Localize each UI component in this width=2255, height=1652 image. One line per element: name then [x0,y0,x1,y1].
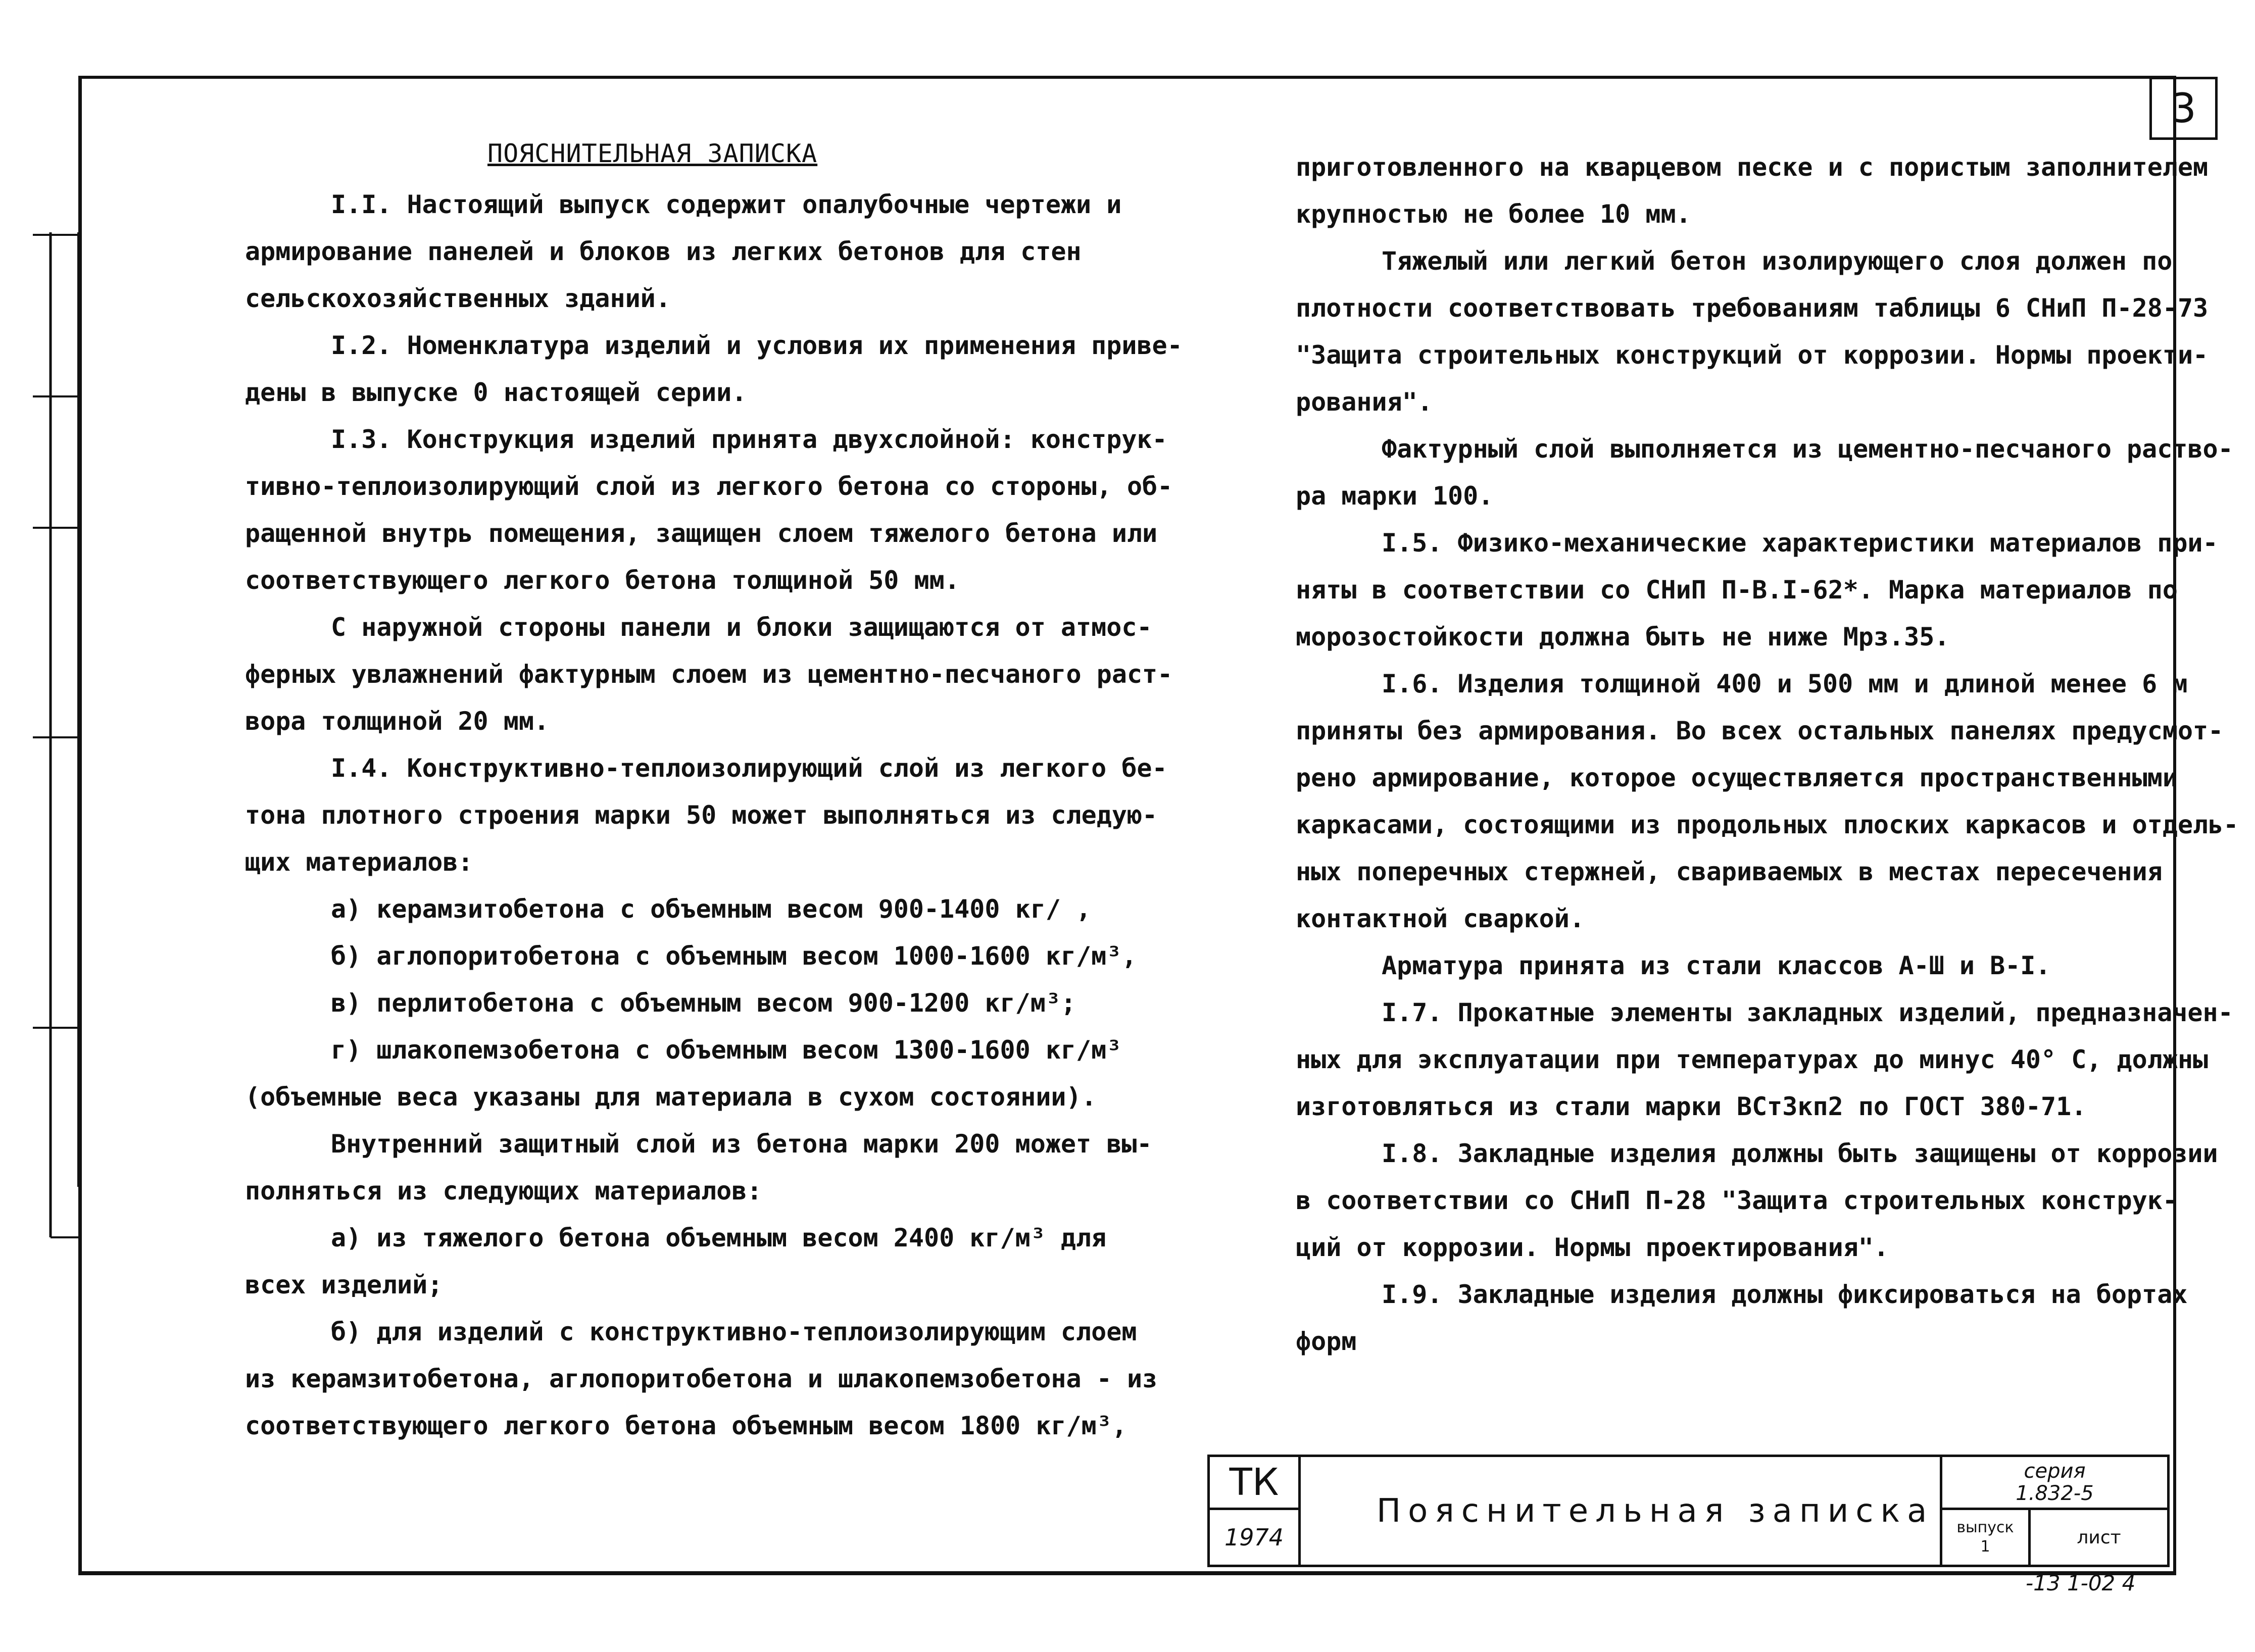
left-text-line: в) перлитобетона с объемным весом 900-1200 кг/м³; [331,988,1076,1018]
left-text-line: а) керамзитобетона с объемным весом 900-1400 кг/ , [331,894,1092,924]
left-text-line: I.2. Номенклатура изделий и условия их применения приве- [331,331,1183,360]
right-text-line: няты в соответствии со СНиП П-В.I-62*. Марка материалов по [1296,575,2178,605]
left-text-line: соответствующего легкого бетона объемным весом 1800 кг/м³, [245,1411,1127,1440]
right-text-line: контактной сваркой. [1296,904,1585,933]
left-text-column [245,130,1183,1449]
left-text-line: армирование панелей и блоков из легких бетонов для стен [245,237,1082,266]
left-text-line: тона плотного строения марки 50 может выполняться из следую- [245,800,1158,830]
right-text-line: ций от коррозии. Нормы проектирования". [1296,1233,1889,1262]
left-text-line: I.I. Настоящий выпуск содержит опалубочные чертежи и [331,190,1122,219]
right-text-line: рено армирование, которое осуществляется пространственными [1296,763,2178,792]
stamp-sheet: лист [2028,1508,2170,1567]
left-text-line: б) для изделий с конструктивно-теплоизолирующим слоем [331,1317,1137,1346]
right-text-line: Арматура принята из стали классов А-Ш и В-I. [1382,951,2051,980]
right-text-line: I.9. Закладные изделия должны фиксироваться на бортах [1382,1280,2188,1309]
right-text-line: I.6. Изделия толщиной 400 и 500 мм и длиной менее 6 м [1382,669,2188,698]
left-text-line: соответствующего легкого бетона толщиной 50 мм. [245,566,960,595]
stamp-series [1940,1455,2170,1510]
stamp-series-label: серия [2024,1460,2086,1483]
right-text-column [1296,144,2239,1365]
right-text-line: каркасами, состоящими из продольных плоских каркасов и отдель- [1296,810,2239,839]
stamp-org: ТК [1207,1455,1301,1510]
title-block-stamp [1207,1455,2167,1568]
right-text-line: морозостойкости должна быть не ниже Мрз.35. [1296,622,1950,652]
right-text-line: I.5. Физико-механические характеристики материалов при- [1382,528,2218,558]
right-text-line: ных для эксплуатации при температурах до минус 40° С, должны [1296,1045,2209,1074]
left-text-line: щих материалов: [245,847,473,877]
stamp-issue-value: 1 [1980,1538,1990,1556]
stamp-issue [1940,1508,2031,1567]
right-text-line: плотности соответствовать требованиям таблицы 6 СНиП П-28-73 [1296,293,2209,323]
stamp-title: Пояснительная записка [1298,1455,1942,1567]
right-text-line: форм [1296,1327,1357,1356]
right-text-line: Тяжелый или легкий бетон изолирующего слоя должен по [1382,246,2173,276]
left-text-line: ферных увлажнений фактурным слоем из цементно-песчаного раст- [245,660,1173,689]
left-text-line: тивно-теплоизолирующий слой из легкого бетона со стороны, об- [245,472,1173,501]
stamp-issue-label: выпуск [1956,1519,2014,1536]
right-text-line: ных поперечных стержней, свариваемых в местах пересечения [1296,857,2163,886]
left-text-line: а) из тяжелого бетона объемным весом 2400 кг/м³ для [331,1223,1107,1253]
right-text-line: в соответствии со СНиП П-28 "Защита строительных конструк- [1296,1186,2178,1215]
left-text-line: г) шлакопемзобетона с объемным весом 1300-1600 кг/м³ [331,1035,1122,1065]
left-text-line: дены в выпуске 0 настоящей серии. [245,378,747,407]
right-text-line: I.7. Прокатные элементы закладных изделий, предназначен- [1382,998,2233,1027]
left-text-line: I.3. Конструкция изделий принята двухслойной: конструк- [331,425,1167,454]
stamp-year: 1974 [1207,1508,1301,1567]
left-text-line: вора толщиной 20 мм. [245,707,550,736]
binding-margin-marks [30,232,81,1242]
right-text-line: рования". [1296,387,1433,417]
right-text-line: I.8. Закладные изделия должны быть защищены от коррозии [1382,1139,2218,1168]
left-text-line: Внутренний защитный слой из бетона марки 200 может вы- [331,1129,1152,1159]
right-text-line: приняты без армирования. Во всех остальных панелях предусмот- [1296,716,2224,745]
left-text-line: С наружной стороны панели и блоки защищаются от атмос- [331,613,1152,642]
right-text-line: ра марки 100. [1296,481,1494,511]
document-code: -13 1-02 4 [2026,1571,2136,1595]
right-text-line: Фактурный слой выполняется из цементно-песчаного раство- [1382,434,2233,464]
sheet-number: 3 [2149,77,2218,140]
left-text-line: сельскохозяйственных зданий. [245,284,671,313]
left-text-line: I.4. Конструктивно-теплоизолирующий слой из легкого бе- [331,754,1167,783]
left-text-line: б) аглопоритобетона с объемным весом 1000-1600 кг/м³, [331,941,1137,971]
left-text-line: всех изделий; [245,1270,443,1299]
right-text-line: "Защита строительных конструкций от коррозии. Нормы проекти- [1296,340,2209,370]
right-text-line: приготовленного на кварцевом песке и с пористым заполнителем [1296,153,2209,182]
right-text-line: крупностью не более 10 мм. [1296,199,1691,229]
left-text-line: полняться из следующих материалов: [245,1176,762,1206]
stamp-series-value: 1.832-5 [2016,1482,2094,1505]
left-text-line: ращенной внутрь помещения, защищен слоем тяжелого бетона или [245,519,1158,548]
document-title: ПОЯСНИТЕЛЬНАЯ ЗАПИСКА [487,139,818,168]
left-text-line: (объемные веса указаны для материала в сухом состоянии). [245,1082,1097,1112]
left-text-line: из керамзитобетона, аглопоритобетона и шлакопемзобетона - из [245,1364,1158,1393]
right-text-line: изготовляться из стали марки ВСт3кп2 по ГОСТ 380-71. [1296,1092,2087,1121]
